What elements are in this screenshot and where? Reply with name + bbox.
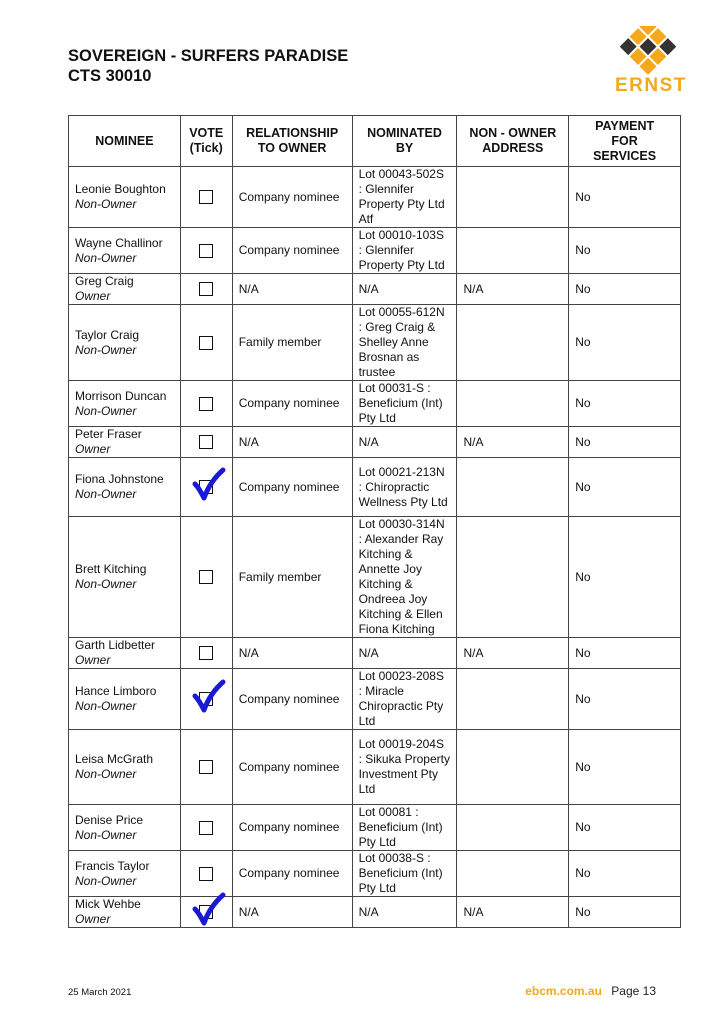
payment-cell: No	[569, 638, 681, 669]
address-cell	[457, 805, 569, 851]
nominee-cell	[69, 274, 181, 305]
nominee-cell	[69, 458, 181, 517]
relationship-cell: Company nominee	[232, 851, 352, 897]
relationship-cell: Company nominee	[232, 730, 352, 805]
vote-checkbox[interactable]	[199, 397, 213, 411]
vote-cell[interactable]	[180, 458, 232, 517]
nominee-name: Leisa McGrath	[75, 752, 154, 766]
nominated-by-cell: Lot 00055-612N : Greg Craig & Shelley Anne Brosnan as trustee	[352, 305, 457, 381]
vote-checkbox[interactable]	[199, 692, 213, 706]
address-cell	[457, 458, 569, 517]
vote-cell[interactable]	[180, 897, 232, 928]
nominee-type: Non-Owner	[75, 873, 137, 888]
relationship-cell: Company nominee	[232, 458, 352, 517]
table-row	[69, 638, 681, 669]
table-row	[69, 897, 681, 928]
nominee-cell	[69, 381, 181, 427]
table-row	[69, 228, 681, 274]
nominee-cell	[69, 167, 181, 228]
table-row	[69, 458, 681, 517]
relationship-cell: Company nominee	[232, 228, 352, 274]
nominee-type: Owner	[75, 912, 111, 926]
nominee-type: Non-Owner	[75, 577, 137, 591]
table-row	[69, 851, 681, 897]
table-row	[69, 427, 681, 458]
address-cell: N/A	[457, 274, 569, 305]
nominee-type: Owner	[75, 442, 111, 456]
nominee-type: Owner	[75, 289, 111, 303]
nominee-type: Non-Owner	[75, 487, 137, 501]
relationship-cell: N/A	[232, 638, 352, 669]
footer-date: 25 March 2021	[68, 987, 132, 998]
address-cell	[457, 669, 569, 730]
vote-checkbox[interactable]	[199, 867, 213, 881]
vote-checkbox[interactable]	[199, 480, 213, 494]
relationship-cell: N/A	[232, 427, 352, 458]
header-address: NON - OWNER ADDRESS	[457, 116, 569, 167]
payment-cell: No	[569, 851, 681, 897]
relationship-cell: N/A	[232, 274, 352, 305]
vote-checkbox[interactable]	[199, 570, 213, 584]
nominee-type: Owner	[75, 653, 111, 667]
payment-cell: No	[569, 274, 681, 305]
vote-cell[interactable]	[180, 274, 232, 305]
payment-cell: No	[569, 167, 681, 228]
vote-cell[interactable]	[180, 305, 232, 381]
nominee-type: Non-Owner	[75, 767, 137, 781]
address-cell	[457, 228, 569, 274]
nominee-name: Wayne Challinor	[75, 235, 163, 250]
table-row	[69, 730, 681, 805]
nominee-cell	[69, 669, 181, 730]
vote-cell[interactable]	[180, 228, 232, 274]
table-row	[69, 305, 681, 381]
nominated-by-cell: Lot 00019-204S : Sikuka Property Investment Pty Ltd	[352, 730, 457, 805]
relationship-cell: Company nominee	[232, 381, 352, 427]
vote-cell[interactable]	[180, 730, 232, 805]
payment-cell: No	[569, 517, 681, 638]
title-line-2: CTS 30010	[68, 67, 152, 85]
header-vote: VOTE (Tick)	[180, 116, 232, 167]
nominee-type: Non-Owner	[75, 342, 137, 357]
nominee-name: Denise Price	[75, 812, 144, 827]
address-cell	[457, 305, 569, 381]
nominated-by-cell: Lot 00030-314N : Alexander Ray Kitching & Annette Joy Kitching & Ondreea Joy Kitching & Ellen Fiona Kitching	[352, 517, 457, 638]
nominee-name: Mick Wehbe	[75, 897, 141, 911]
vote-checkbox[interactable]	[199, 244, 213, 258]
address-cell	[457, 381, 569, 427]
address-cell	[457, 730, 569, 805]
nominee-cell	[69, 805, 181, 851]
nominee-name: Fiona Johnstone	[75, 472, 164, 486]
header-nominee: NOMINEE	[69, 116, 181, 167]
nominated-by-cell: Lot 00010-103S : Glennifer Property Pty Ltd	[352, 228, 457, 274]
nominated-by-cell: Lot 00031-S : Beneficium (Int) Pty Ltd	[352, 381, 457, 427]
vote-cell[interactable]	[180, 669, 232, 730]
vote-checkbox[interactable]	[199, 435, 213, 449]
vote-checkbox[interactable]	[199, 646, 213, 660]
payment-cell: No	[569, 427, 681, 458]
nominee-type: Non-Owner	[75, 197, 137, 211]
nominee-name: Garth Lidbetter	[75, 638, 156, 652]
vote-checkbox[interactable]	[199, 821, 213, 835]
nominee-cell	[69, 517, 181, 638]
nominee-type: Non-Owner	[75, 403, 137, 418]
vote-cell[interactable]	[180, 517, 232, 638]
title-line-1: SOVEREIGN - SURFERS PARADISE	[68, 47, 349, 65]
nominated-by-cell: Lot 00021-213N : Chiropractic Wellness Pty Ltd	[352, 458, 457, 517]
nominee-name: Peter Fraser	[75, 427, 142, 441]
nominee-name: Morrison Duncan	[75, 388, 167, 403]
table-row	[69, 517, 681, 638]
table-header-row	[69, 116, 681, 167]
vote-cell[interactable]	[180, 167, 232, 228]
relationship-cell: Company nominee	[232, 167, 352, 228]
payment-cell: No	[569, 305, 681, 381]
relationship-cell: N/A	[232, 897, 352, 928]
nominee-name: Greg Craig	[75, 274, 134, 288]
logo-wordmark: ERNST	[615, 75, 687, 96]
address-cell	[457, 517, 569, 638]
header-payment: PAYMENT FOR SERVICES	[569, 116, 681, 167]
nominated-by-cell: Lot 00023-208S : Miracle Chiropractic Pty Ltd	[352, 669, 457, 730]
nominee-name: Brett Kitching	[75, 562, 147, 576]
vote-checkbox[interactable]	[199, 905, 213, 919]
vote-checkbox[interactable]	[199, 282, 213, 296]
nominee-cell	[69, 730, 181, 805]
relationship-cell: Family member	[232, 305, 352, 381]
address-cell: N/A	[457, 897, 569, 928]
nominee-name: Hance Limboro	[75, 684, 157, 698]
nominee-cell	[69, 897, 181, 928]
footer-website-link[interactable]: ebcm.com.au	[525, 984, 602, 998]
nominee-name: Taylor Craig	[75, 327, 140, 342]
nominee-name: Leonie Boughton	[75, 182, 166, 196]
vote-checkbox[interactable]	[199, 190, 213, 204]
nominee-vote-table	[68, 115, 681, 928]
footer-page-number: Page 13	[611, 984, 656, 998]
relationship-cell: Company nominee	[232, 669, 352, 730]
address-cell: N/A	[457, 427, 569, 458]
payment-cell: No	[569, 805, 681, 851]
relationship-cell: Company nominee	[232, 805, 352, 851]
table-row	[69, 274, 681, 305]
nominated-by-cell: Lot 00038-S : Beneficium (Int) Pty Ltd	[352, 851, 457, 897]
payment-cell: No	[569, 730, 681, 805]
table-row	[69, 381, 681, 427]
payment-cell: No	[569, 897, 681, 928]
table-row	[69, 167, 681, 228]
address-cell	[457, 851, 569, 897]
nominee-cell	[69, 638, 181, 669]
header-relationship: RELATIONSHIP TO OWNER	[232, 116, 352, 167]
vote-checkbox[interactable]	[199, 760, 213, 774]
table-row	[69, 805, 681, 851]
table-row	[69, 669, 681, 730]
nominee-type: Non-Owner	[75, 827, 137, 842]
vote-checkbox[interactable]	[199, 336, 213, 350]
nominated-by-cell: Lot 00081 : Beneficium (Int) Pty Ltd	[352, 805, 457, 851]
nominee-cell	[69, 305, 181, 381]
relationship-cell: Family member	[232, 517, 352, 638]
payment-cell: No	[569, 669, 681, 730]
footer-right	[525, 984, 656, 998]
document-title	[68, 46, 348, 86]
payment-cell: No	[569, 228, 681, 274]
nominee-name: Francis Taylor	[75, 858, 150, 873]
nominee-type: Non-Owner	[75, 699, 137, 713]
nominee-cell	[69, 427, 181, 458]
header-nominated-by: NOMINATED BY	[352, 116, 457, 167]
vote-cell[interactable]	[180, 805, 232, 851]
vote-cell[interactable]	[180, 851, 232, 897]
nominated-by-cell: N/A	[352, 274, 457, 305]
address-cell	[457, 167, 569, 228]
nominated-by-cell: N/A	[352, 897, 457, 928]
nominated-by-cell: N/A	[352, 638, 457, 669]
nominated-by-cell: N/A	[352, 427, 457, 458]
nominee-cell	[69, 851, 181, 897]
payment-cell: No	[569, 381, 681, 427]
vote-cell[interactable]	[180, 638, 232, 669]
nominee-cell	[69, 228, 181, 274]
vote-cell[interactable]	[180, 427, 232, 458]
vote-cell[interactable]	[180, 381, 232, 427]
nominee-type: Non-Owner	[75, 250, 137, 265]
nominated-by-cell: Lot 00043-502S : Glennifer Property Pty Ltd Atf	[352, 167, 457, 228]
payment-cell: No	[569, 458, 681, 517]
address-cell: N/A	[457, 638, 569, 669]
